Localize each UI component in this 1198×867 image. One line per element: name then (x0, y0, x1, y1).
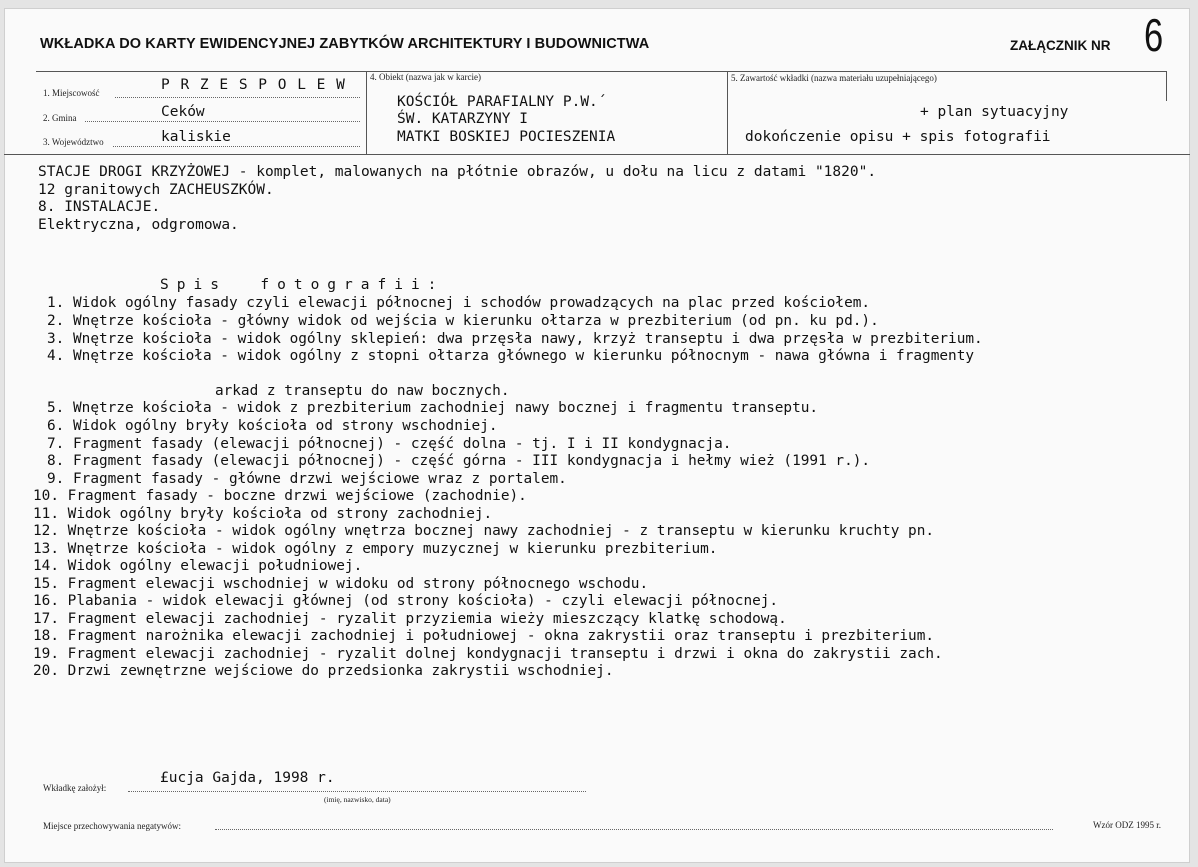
photo-list-item: 15. Fragment elewacji wschodniej w widoku od strony północnego wschodu. (33, 576, 649, 592)
photo-list-item: 13. Wnętrze kościoła - widok ogólny z empory muzycznej w kierunku prezbiterium. (33, 541, 718, 557)
table-bottom-rule (4, 154, 1190, 155)
photo-list-item: arkad z transeptu do naw bocznych. (33, 383, 510, 399)
photo-list-item: 7. Fragment fasady (elewacji północnej) - część dolna - tj. I i II kondygnacja. (47, 436, 732, 452)
author-hint: (imię, nazwisko, data) (324, 795, 391, 804)
form-title: WKŁADKA DO KARTY EWIDENCYJNEJ ZABYTKÓW ARCHITEKTURY I BUDOWNICTWA (40, 36, 650, 52)
storage-label: Miejsce przechowywania negatywów: (43, 821, 181, 831)
photo-list-item: 14. Widok ogólny elewacji południowej. (33, 558, 363, 574)
wojewodztwo-field[interactable]: kaliskie (161, 129, 231, 145)
wojewodztwo-line (113, 146, 360, 147)
intro-line-1: STACJE DROGI KRZYŻOWEJ - komplet, malowanych na płótnie obrazów, u dołu na licu z datami "1820". (38, 164, 877, 180)
attachment-label: ZAŁĄCZNIK NR (1010, 38, 1111, 53)
attachment-number: 6 (1144, 9, 1164, 61)
photo-list-item: 11. Widok ogólny bryły kościoła od strony zachodniej. (33, 506, 493, 522)
photo-list-item: 3. Wnętrze kościoła - widok ogólny sklepień: dwa przęsła nawy, krzyż transeptu i dwa przęsła w prezbiterium. (47, 331, 983, 347)
photo-list-item: 2. Wnętrze kościoła - główny widok od wejścia w kierunku ołtarza w prezbiterium (od pn. ku pd.). (47, 313, 879, 329)
gmina-line (85, 121, 360, 122)
photo-list-item: 18. Fragment narożnika elewacji zachodniej i południowej - okna zakrystii oraz transeptu i prezbiterium. (33, 628, 935, 644)
contents-line-2[interactable]: dokończenie opisu + spis fotografii (745, 129, 1051, 145)
object-line-2[interactable]: ŚW. KATARZYNY I (397, 111, 528, 127)
photo-list-item: 4. Wnętrze kościoła - widok ogólny z stopni ołtarza głównego w kierunku północnym - nawa główna i fragmenty (47, 348, 975, 364)
photo-list-item: 1. Widok ogólny fasady czyli elewacji północnej i schodów prowadzących na plac przed kościołem. (47, 295, 871, 311)
photo-list-item: 6. Widok ogólny bryły kościoła od strony wschodniej. (47, 418, 498, 434)
intro-line-4: Elektryczna, odgromowa. (38, 217, 239, 233)
photo-list-item: 8. Fragment fasady (elewacji północnej) - część górna - III kondygnacja i hełmy wież (1991 r.). (47, 453, 871, 469)
photo-list-title: Spis fotografii: (160, 277, 445, 293)
object-line-3[interactable]: MATKI BOSKIEJ POCIESZENIA (397, 129, 616, 145)
contents-label: 5. Zawartość wkładki (nazwa materiału uzupełniającego) (731, 73, 937, 83)
miejscowosc-field[interactable]: P R Z E S P O L E W (161, 77, 346, 93)
author-label: Wkładkę założył: (43, 783, 107, 793)
column-divider-2 (727, 71, 728, 154)
column-right-edge (1166, 71, 1167, 101)
table-top-rule (36, 71, 1166, 72)
storage-line (215, 829, 1053, 830)
form-id: Wzór ODZ 1995 r. (1093, 820, 1161, 830)
intro-line-3: 8. INSTALACJE. (38, 199, 161, 215)
photo-list-item: 16. Plabania - widok elewacji głównej (od strony kościoła) - czyli elewacji północnej. (33, 593, 779, 609)
gmina-label: 2. Gmina (43, 113, 77, 123)
miejscowosc-label: 1. Miejscowość (43, 88, 100, 98)
object-label: 4. Obiekt (nazwa jak w karcie) (370, 72, 481, 82)
photo-list-item: 9. Fragment fasady - główne drzwi wejściowe wraz z portalem. (47, 471, 567, 487)
intro-line-2: 12 granitowych ZACHEUSZKÓW. (38, 182, 274, 198)
author-line (128, 791, 586, 792)
photo-list-item: 12. Wnętrze kościoła - widok ogólny wnętrza bocznej nawy zachodniej - z transeptu w kierunku kruchty pn. (33, 523, 935, 539)
miejscowosc-line (115, 97, 360, 98)
column-divider-1 (366, 71, 367, 154)
author-field[interactable]: £ucja Gajda, 1998 r. (160, 770, 335, 786)
wojewodztwo-label: 3. Województwo (43, 137, 104, 147)
photo-list-item: 20. Drzwi zewnętrzne wejściowe do przedsionka zakrystii wschodniej. (33, 663, 614, 679)
gmina-field[interactable]: Ceków (161, 104, 205, 120)
object-line-1[interactable]: KOŚCIÓŁ PARAFIALNY P.W.´ (397, 94, 607, 110)
photo-list-item: 5. Wnętrze kościoła - widok z prezbiterium zachodniej nawy bocznej i fragmentu transeptu. (47, 400, 819, 416)
contents-line-1[interactable]: + plan sytuacyjny (920, 104, 1069, 120)
photo-list-item: 17. Fragment elewacji zachodniej - ryzalit przyziemia wieży mieszczący klatkę schodową. (33, 611, 787, 627)
photo-list-item: 19. Fragment elewacji zachodniej - ryzalit dolnej kondygnacji transeptu i drzwi i okna do zakrystii zach. (33, 646, 943, 662)
photo-list-item: 10. Fragment fasady - boczne drzwi wejściowe (zachodnie). (33, 488, 527, 504)
